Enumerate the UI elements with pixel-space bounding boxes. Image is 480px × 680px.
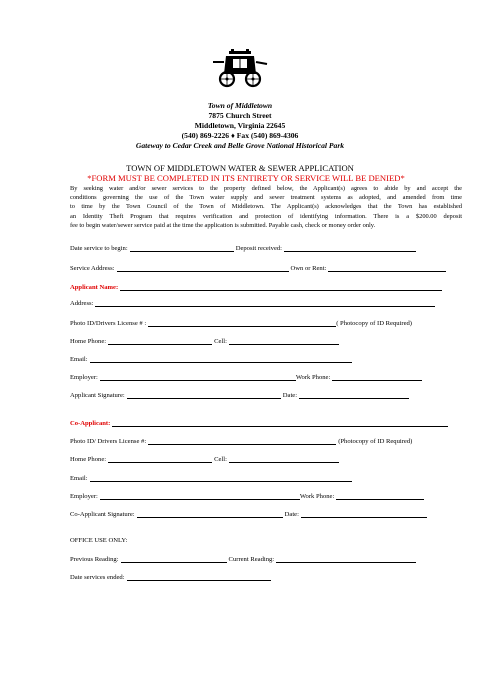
email-field[interactable]	[90, 356, 352, 363]
cell-label: Cell:	[214, 338, 227, 345]
service-address-label: Service Address:	[70, 265, 115, 272]
co-signature-field[interactable]	[137, 511, 283, 518]
previous-reading-label: Previous Reading:	[70, 556, 119, 563]
co-applicant-label: Co-Applicant:	[70, 420, 111, 427]
co-photo-id-note: (Photocopy of ID Required)	[338, 438, 413, 445]
co-photo-id-field[interactable]	[148, 438, 336, 445]
city-state-zip: Middletown, Virginia 22645	[194, 121, 286, 130]
own-rent-field[interactable]	[328, 265, 446, 272]
intro-line: to time by the Town Council of the Town of Middletown. The Applicant(s) acknowledges that the Town has established	[70, 203, 462, 211]
row-co-email	[70, 474, 462, 483]
co-cell-field[interactable]	[229, 456, 339, 463]
applicant-date-label: Date:	[282, 392, 298, 399]
work-phone-field[interactable]	[332, 374, 422, 381]
date-ended-field[interactable]	[127, 574, 271, 581]
co-signature-label: Co-Applicant Signature:	[70, 511, 135, 518]
co-applicant-field[interactable]	[112, 420, 448, 427]
row-applicant-signature	[70, 391, 462, 400]
applicant-name-field[interactable]	[120, 284, 442, 291]
form-warning: *FORM MUST BE COMPLETED IN ITS ENTIRETY OR SERVICE WILL BE DENIED*	[87, 173, 405, 183]
applicant-name-label: Applicant Name:	[70, 284, 119, 291]
co-email-field[interactable]	[90, 475, 352, 482]
row-photo-id	[70, 319, 462, 328]
employer-field[interactable]	[100, 374, 296, 381]
applicant-signature-label: Applicant Signature:	[70, 392, 125, 399]
row-co-home-phone	[70, 455, 462, 464]
co-employer-field[interactable]	[100, 493, 300, 500]
gateway-tagline: Gateway to Cedar Creek and Belle Grove National Historical Park	[135, 141, 345, 150]
intro-line: conditions governing the use of the Town water supply and sewer treatment systems as adopted, and amended from time	[70, 194, 462, 202]
co-email-label: Email:	[70, 475, 88, 482]
intro-paragraph	[70, 184, 462, 230]
address-label: Address:	[70, 300, 94, 307]
work-phone-label: Work Phone:	[295, 374, 331, 381]
intro-line: an Identity Theft Program that requires verification and protection of identifying information. There is a $200.00 deposit	[70, 212, 462, 220]
co-work-phone-label: Work Phone:	[299, 493, 335, 500]
row-date-deposit	[70, 244, 462, 253]
email-label: Email:	[70, 356, 88, 363]
current-reading-label: Current Reading:	[228, 556, 275, 563]
row-date-ended	[70, 573, 462, 582]
own-rent-label: Own or Rent:	[290, 265, 327, 272]
row-service-address	[70, 264, 462, 273]
stagecoach-logo-icon	[209, 48, 271, 88]
row-co-employer	[70, 492, 462, 501]
town-name: Town of Middletown	[207, 101, 273, 110]
row-readings	[70, 555, 462, 564]
intro-line: fee to begin water/sewer service paid at the time the application is submitted. Payable cash, check or money order only.	[70, 221, 376, 229]
co-work-phone-field[interactable]	[336, 493, 424, 500]
co-cell-label: Cell:	[214, 456, 227, 463]
row-home-phone	[70, 337, 462, 346]
applicant-signature-field[interactable]	[127, 392, 281, 399]
co-photo-id-label: Photo ID/ Drivers License #:	[70, 438, 147, 445]
date-service-field[interactable]	[130, 245, 234, 252]
cell-field[interactable]	[229, 338, 339, 345]
deposit-field[interactable]	[284, 245, 416, 252]
applicant-date-field[interactable]	[299, 392, 409, 399]
current-reading-field[interactable]	[276, 556, 416, 563]
date-ended-label: Date services ended:	[70, 574, 125, 581]
co-date-label: Date:	[284, 511, 299, 518]
co-date-field[interactable]	[301, 511, 427, 518]
row-address	[70, 299, 462, 308]
address-field[interactable]	[95, 300, 435, 307]
photo-id-note: ( Photocopy of ID Required)	[336, 320, 412, 327]
form-title: TOWN OF MIDDLETOWN WATER & SEWER APPLICATION	[126, 163, 354, 173]
row-co-signature	[70, 510, 462, 519]
office-use-label: OFFICE USE ONLY:	[70, 537, 128, 544]
date-service-label: Date service to begin:	[70, 245, 128, 252]
phone-fax: (540) 869-2226 ♦ Fax (540) 869-4306	[181, 131, 299, 140]
home-phone-label: Home Phone:	[70, 338, 107, 345]
co-home-phone-label: Home Phone:	[70, 456, 107, 463]
row-co-applicant	[70, 419, 462, 428]
service-address-field[interactable]	[117, 265, 289, 272]
previous-reading-field[interactable]	[121, 556, 227, 563]
row-email	[70, 355, 462, 364]
home-phone-field[interactable]	[108, 338, 212, 345]
deposit-label: Deposit received:	[235, 245, 283, 252]
photo-id-field[interactable]	[148, 320, 336, 327]
intro-line: By seeking water and/or sewer services to the property defined below, the Applicant(s) agrees to abide by and accept the	[70, 185, 462, 192]
photo-id-label: Photo ID/Drivers License # :	[70, 320, 147, 327]
row-employer	[70, 373, 462, 382]
street-address: 7875 Church Street	[208, 111, 272, 120]
co-employer-label: Employer:	[70, 493, 98, 500]
row-co-photo-id	[70, 437, 462, 446]
employer-label: Employer:	[70, 374, 98, 381]
co-home-phone-field[interactable]	[108, 456, 212, 463]
row-applicant-name	[70, 283, 462, 292]
row-office-use	[70, 536, 462, 545]
